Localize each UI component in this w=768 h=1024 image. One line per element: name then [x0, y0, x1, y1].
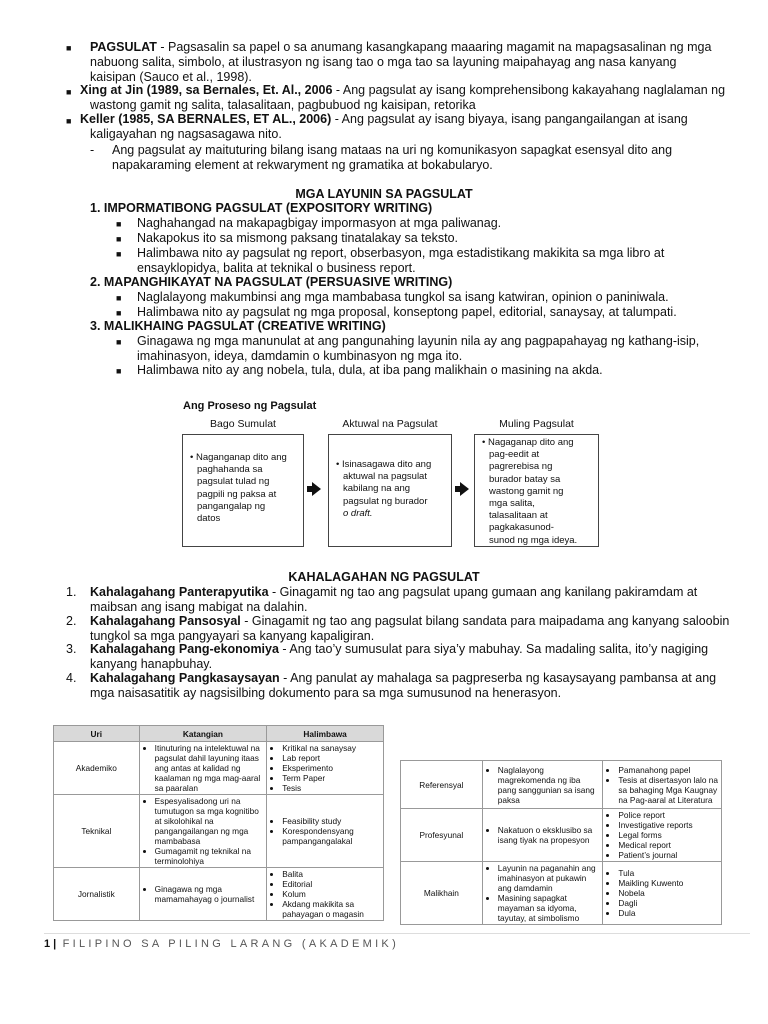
- table-row: [401, 862, 722, 925]
- cell-bullet: • Kritikal na sanaysay: [282, 743, 380, 753]
- diagram-line: burador batay sa: [489, 473, 561, 485]
- item-text: - Ang tao’y sumusulat para siya’y mabuhay. Sa madaling salita, ito’y nagiging: [278, 642, 709, 656]
- numbered-item: [90, 614, 750, 644]
- bullet-icon: ■: [116, 234, 122, 244]
- cell-bullet: • Nobela: [618, 888, 718, 898]
- term-xing-jin: Xing at Jin (1989, sa Bernales, Et. Al., 2006: [80, 83, 333, 97]
- cell-bullet: • Tesis: [282, 783, 380, 793]
- intro-paragraph-2: [80, 83, 750, 113]
- term-keller: Keller (1985, SA BERNALES, ET AL., 2006): [80, 112, 332, 126]
- uri-table-2: [400, 760, 722, 925]
- intro-text: nabuong salita, simbolo, at ilustrasyon ng isang tao o mga tao sa layuning maipahayag ang nasa kanyang: [90, 55, 677, 69]
- list-item: Halimbawa nito ay ang nobela, tula, dula, at iba pang malikhain o masining na akda.: [137, 363, 603, 377]
- bullet-icon: ■: [116, 249, 122, 259]
- bullet-icon: ■: [116, 293, 122, 303]
- item-text: - Ginagamit ng tao ang pagsulat upang gumaan ang kanilang pakiramdam at: [268, 585, 698, 599]
- item-term: Kahalagahang Pansosyal: [90, 614, 241, 628]
- cell-bullet: • Investigative reports: [618, 820, 718, 830]
- diagram-line: wastong gamit ng: [489, 485, 564, 497]
- table-cell-uri: Teknikal: [54, 795, 140, 868]
- numbered-item-marker: 2.: [66, 614, 77, 628]
- numbered-item: [90, 671, 750, 701]
- item-text: - Ginagamit ng tao ang pagsulat bilang sandata para maipadama ang kanyang saloobin: [240, 614, 730, 628]
- table-row: [54, 795, 384, 868]
- table-cell-uri: Malikhain: [401, 862, 483, 925]
- dash-icon: -: [90, 143, 95, 157]
- list-item-text: imahinasyon, ideya, damdamin o kumbinasyon ng mga ito.: [137, 349, 463, 363]
- diagram-line: o draft.: [343, 507, 373, 519]
- list-item: [137, 334, 752, 364]
- item-text: - Ang panulat ay mahalaga sa pagpreserba ng kasaysayang pambansa at ang: [279, 671, 717, 685]
- section-heading: 2. MAPANGHIKAYAT NA PAGSULAT (PERSUASIVE WRITING): [90, 275, 453, 289]
- cell-bullet: • Pamanahong papel: [618, 765, 718, 775]
- table-cell-halimbawa: [267, 868, 384, 921]
- cell-bullet: • Dula: [618, 908, 718, 918]
- numbered-item: [90, 642, 750, 672]
- diagram-line: talasalitaan at: [489, 510, 548, 522]
- cell-bullet: • Masining sapagkat mayaman sa idyoma, tayutay, at simbolismo: [498, 893, 600, 923]
- item-term: Kahalagahang Panterapyutika: [90, 585, 269, 599]
- numbered-item-marker: 4.: [66, 671, 77, 685]
- table-cell-uri: Profesyunal: [401, 809, 483, 862]
- table-row: [54, 742, 384, 795]
- diagram-box-bago: [182, 434, 304, 547]
- arrow-right-icon: [312, 482, 321, 496]
- section-heading: 3. MALIKHAING PAGSULAT (CREATIVE WRITING): [90, 319, 386, 333]
- table-cell-halimbawa: [267, 795, 384, 868]
- cell-bullet: • Nakatuon o eksklusibo sa isang tiyak na propesyon: [498, 825, 600, 845]
- item-text: mga naisasatitik ay nagsisilbing dokumento para sa mga sumusunod na henerasyon.: [90, 686, 562, 700]
- table-cell-halimbawa: [603, 761, 722, 809]
- list-item: Naghahangad na makapagbigay impormasyon at mga paliwanag.: [137, 216, 502, 230]
- table-cell-uri: Referensyal: [401, 761, 483, 809]
- cell-bullet: • Espesyalisadong uri na tumutugon sa mga kognitibo at sikolohikal na pangangailangan ng mga mambabasa: [155, 796, 264, 846]
- diagram-line: pangangalap ng: [197, 500, 266, 512]
- intro-text: Ang pagsulat ay maituturing bilang isang mataas na uri ng komunikasyon sapagkat esensyal dito ang: [112, 143, 673, 157]
- cell-bullet: • Itinuturing na intelektuwal na pagsulat dahil layuning itaas ang antas at kalidad ng kaalaman ng mga mag-aaral sa paaralan: [155, 743, 264, 793]
- table-cell-katangian: [139, 868, 267, 921]
- table-cell-katangian: [139, 742, 267, 795]
- table-cell-katangian: [482, 761, 603, 809]
- cell-bullet: • Patient’s journal: [618, 850, 718, 860]
- table-row: [401, 761, 722, 809]
- cell-bullet: • Medical report: [618, 840, 718, 850]
- intro-paragraph-3: [80, 112, 750, 142]
- list-item: Naglalayong makumbinsi ang mga mambabasa tungkol sa isang katwiran, opinion o paniniwala.: [137, 290, 669, 304]
- table-cell-halimbawa: [603, 809, 722, 862]
- intro-subpoint: [112, 143, 752, 173]
- table-header-uri: Uri: [54, 726, 140, 742]
- bullet-icon: ■: [66, 43, 72, 53]
- cell-bullet: • Tesis at disertasyon lalo na sa bahaging Mga Kaugnay na Pag-aaral at Literatura: [618, 775, 718, 805]
- bullet-icon: ■: [66, 87, 72, 97]
- table-header-katangian: Katangian: [139, 726, 267, 742]
- item-text: maibsan ang isang mabigat na dalahin.: [90, 600, 308, 614]
- layunin-title: MGA LAYUNIN SA PAGSULAT: [295, 187, 473, 201]
- diagram-line: pagsulat ng burador: [343, 495, 428, 507]
- table-cell-katangian: [139, 795, 267, 868]
- cell-bullet: • Term Paper: [282, 773, 380, 783]
- intro-text: wastong gamit ng salita, talasalitaan, pagbubuod ng kaisipan, retorika: [90, 98, 476, 112]
- bullet-icon: ■: [116, 308, 122, 318]
- cell-bullet: • Legal forms: [618, 830, 718, 840]
- cell-bullet: • Akdang makikita sa pahayagan o magasin: [282, 899, 380, 919]
- item-term: Kahalagahang Pangkasaysayan: [90, 671, 280, 685]
- table-cell-uri: Akademiko: [54, 742, 140, 795]
- diagram-line: pagrerebisa ng: [489, 461, 553, 473]
- cell-bullet: • Ginagawa ng mga mamamahayag o journalist: [155, 884, 264, 904]
- diagram-line: aktuwal na pagsulat: [343, 471, 427, 483]
- page-number: 1 |: [44, 938, 57, 950]
- cell-bullet: • Eksperimento: [282, 763, 380, 773]
- table-cell-halimbawa: [603, 862, 722, 925]
- cell-bullet: • Naglalayong magrekomenda ng iba pang sanggunian sa isang paksa: [498, 765, 600, 805]
- intro-text: - Pagsasalin sa papel o sa anumang kasangkapang maaaring magamit na mapagsasalinan ng mga: [156, 40, 712, 54]
- table-cell-uri: Jornalistik: [54, 868, 140, 921]
- arrow-right-icon: [460, 482, 469, 496]
- table-header-halimbawa: Halimbawa: [267, 726, 384, 742]
- table-row: [54, 868, 384, 921]
- diagram-line: pagpili ng paksa at: [197, 488, 277, 500]
- intro-paragraph-1: [90, 40, 750, 85]
- diagram-box-muling: [474, 434, 599, 547]
- bullet-icon: ■: [116, 219, 122, 229]
- cell-bullet: • Police report: [618, 810, 718, 820]
- list-item: [137, 246, 752, 276]
- cell-bullet: • Kolum: [282, 889, 380, 899]
- cell-bullet: • Maikling Kuwento: [618, 878, 718, 888]
- table-cell-katangian: [482, 862, 603, 925]
- numbered-item-marker: 1.: [66, 585, 77, 599]
- diagram-line: kabilang na ang: [343, 483, 411, 495]
- cell-bullet: • Gumagamit ng teknikal na terminolohiya: [155, 846, 264, 866]
- table-row: [401, 809, 722, 862]
- list-item: Nakapokus ito sa mismong paksang tinatalakay sa teksto.: [137, 231, 459, 245]
- numbered-item-marker: 3.: [66, 642, 77, 656]
- numbered-item: [90, 585, 750, 615]
- diagram-line: mga salita,: [489, 498, 535, 510]
- cell-bullet: • Lab report: [282, 753, 380, 763]
- section-heading: 1. IMPORMATIBONG PAGSULAT (EXPOSITORY WRITING): [90, 201, 433, 215]
- list-item-text: ensayklopidya, balita at teknikal o business report.: [137, 261, 416, 275]
- page-footer: [44, 938, 399, 950]
- diagram-line: sunod ng mga ideya.: [489, 534, 578, 546]
- cell-bullet: • Tula: [618, 868, 718, 878]
- list-item-text: Halimbawa nito ay pagsulat ng report, obserbasyon, mga estadistikang makikita sa mga libro at: [137, 246, 665, 260]
- diagram-box-aktuwal: [328, 434, 452, 547]
- diagram-header-bago: Bago Sumulat: [210, 418, 276, 430]
- cell-bullet: • Editorial: [282, 879, 380, 889]
- cell-bullet: • Balita: [282, 869, 380, 879]
- cell-bullet: • Dagli: [618, 898, 718, 908]
- intro-text: napakaraming element at rekwaryment ng gramatika at bokabularyo.: [112, 158, 493, 172]
- footer-text: FILIPINO SA PILING LARANG (AKADEMIK): [62, 938, 400, 950]
- intro-text: - Ang pagsulat ay isang biyaya, isang pangangailangan at isang: [331, 112, 688, 126]
- item-term: Kahalagahang Pang-ekonomiya: [90, 642, 279, 656]
- item-text: kanyang hanapbuhay.: [90, 657, 213, 671]
- term-pagsulat: PAGSULAT: [90, 40, 157, 54]
- diagram-line: datos: [197, 513, 221, 525]
- diagram-line: paghahanda sa: [197, 464, 263, 476]
- item-text: tungkol sa mga pangyayari sa kanyang kapaligiran.: [90, 629, 375, 643]
- diagram-line: pag-eedit at: [489, 449, 540, 461]
- diagram-line: pagsulat tulad ng: [197, 476, 270, 488]
- diagram-header-muling: Muling Pagsulat: [499, 418, 574, 430]
- cell-bullet: • Layunin na paganahin ang imahinasyon at pukawin ang damdamin: [498, 863, 600, 893]
- bullet-icon: ■: [116, 366, 122, 376]
- intro-text: kaligayahan ng nagsasagawa nito.: [90, 127, 282, 141]
- kahalagahan-title: KAHALAGAHAN NG PAGSULAT: [288, 570, 480, 584]
- diagram-header-aktuwal: Aktuwal na Pagsulat: [342, 418, 438, 430]
- intro-text: - Ang pagsulat ay isang komprehensibong kakayahang naglalaman ng: [332, 83, 726, 97]
- intro-text: kaisipan (Sauco et al., 1998).: [90, 70, 252, 84]
- uri-table-1: [53, 725, 384, 921]
- bullet-icon: ■: [116, 337, 122, 347]
- diagram-line: • Naganganap dito ang: [190, 452, 287, 463]
- list-item-text: Ginagawa ng mga manunulat at ang pangunahing layunin nila ay ang pagpapahayag ng kathang-isip,: [137, 334, 700, 348]
- table-cell-halimbawa: [267, 742, 384, 795]
- cell-bullet: • Feasibility study: [282, 816, 380, 826]
- diagram-title: Ang Proseso ng Pagsulat: [183, 400, 317, 412]
- diagram-line: pagkakasunod-: [489, 522, 554, 534]
- bullet-icon: ■: [66, 116, 72, 126]
- cell-bullet: • Korespondensyang pampangangalakal: [282, 826, 380, 846]
- table-cell-katangian: [482, 809, 603, 862]
- list-item: Halimbawa nito ay pagsulat ng mga proposal, konseptong papel, editorial, sanaysay, at talumpati.: [137, 305, 677, 319]
- diagram-line: • Nagaganap dito ang: [482, 437, 574, 448]
- diagram-line: • Isinasagawa dito ang: [336, 459, 432, 470]
- footer-rule: [44, 933, 750, 934]
